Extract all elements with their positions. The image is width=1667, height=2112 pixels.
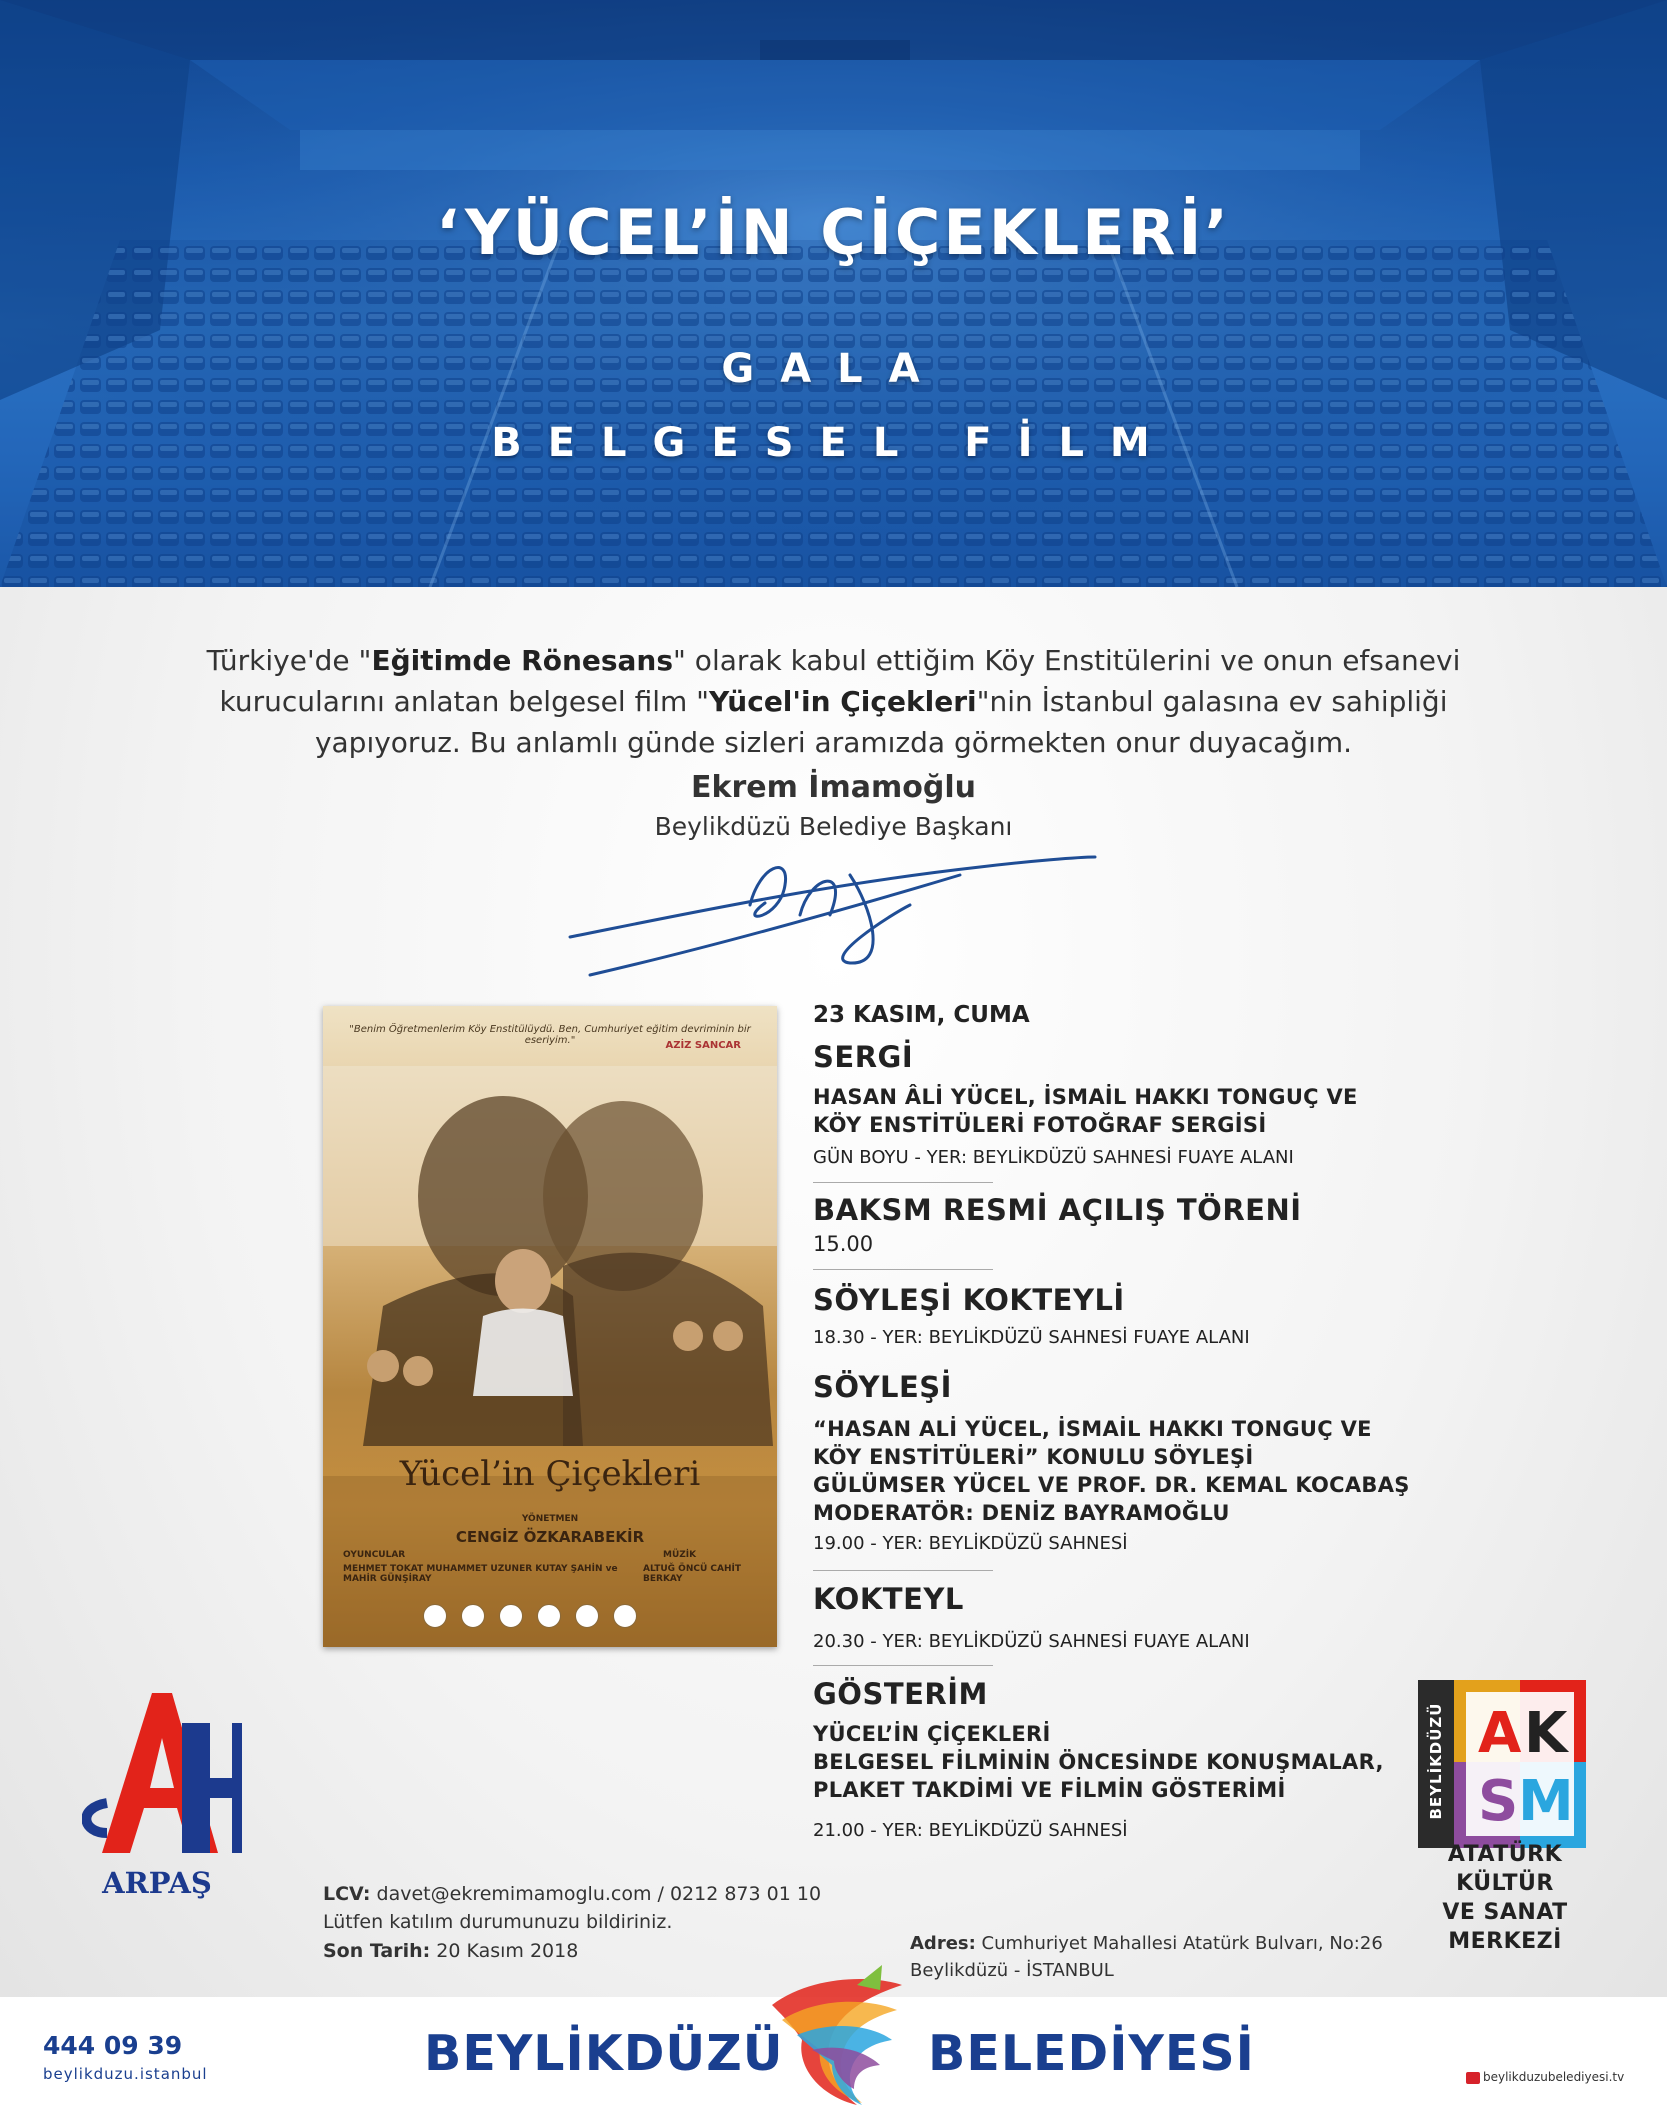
poster-quote: "Benim Öğretmenlerim Köy Enstitülüydü. Ben, Cumhuriyet eğitim devriminin bir eseriyim." xyxy=(349,1024,751,1046)
poster-sponsor-logos xyxy=(423,1604,683,1628)
poster-film-title: Yücel’in Çiçekleri xyxy=(399,1454,701,1494)
aksm-caption-line-2: VE SANAT MERKEZİ xyxy=(1442,1900,1568,1954)
poster-cast-label: OYUNCULAR xyxy=(343,1550,406,1560)
poster-music: ALTUĞ ÖNCÜ CAHİT BERKAY xyxy=(643,1564,741,1584)
aksm-vertical-text: BEYLİKDÜZÜ xyxy=(1427,1702,1445,1820)
divider xyxy=(813,1269,993,1270)
address-value: Cumhuriyet Mahallesi Atatürk Bulvarı, No:26 xyxy=(975,1933,1383,1954)
gosterim-desc-2: BELGESEL FİLMİNİN ÖNCESİNDE KONUŞMALAR, xyxy=(813,1750,1384,1774)
poster-quote-author: AZİZ SANCAR xyxy=(665,1040,741,1051)
intro-text-2: " olarak kabul ettiğim Köy Enstitülerini ve onun efsanevi kurucularını anlatan belgesel film " xyxy=(219,644,1461,718)
poster-director-label: YÖNETMEN xyxy=(521,1514,579,1524)
acilis-time: 15.00 xyxy=(813,1232,874,1256)
signer-role: Beylikdüzü Belediye Başkanı xyxy=(654,812,1013,841)
soylesi-desc-1: “HASAN ALİ YÜCEL, İSMAİL HAKKI TONGUÇ VE xyxy=(813,1417,1372,1441)
sponsor-logo-icon xyxy=(537,1604,561,1628)
gosterim-desc-3: PLAKET TAKDİMİ VE FİLMİN GÖSTERİMİ xyxy=(813,1778,1286,1802)
sponsor-logo-icon xyxy=(423,1604,447,1628)
svg-text:K: K xyxy=(1524,1701,1568,1766)
deadline-value: 20 Kasım 2018 xyxy=(430,1940,579,1962)
hero-banner xyxy=(0,0,1667,587)
intro-bold-1: Eğitimde Rönesans xyxy=(371,644,674,677)
soylesi-kokteyl-title: SÖYLEŞİ KOKTEYLİ xyxy=(813,1283,1125,1317)
event-subtitle-film: BELGESEL FİLM xyxy=(491,420,1176,466)
event-subtitle-gala: GALA xyxy=(721,346,946,392)
soylesi-meta: 19.00 - YER: BEYLİKDÜZÜ SAHNESİ xyxy=(813,1533,1128,1554)
lcv-value[interactable]: davet@ekremimamoglu.com / 0212 873 01 10 xyxy=(370,1883,822,1905)
svg-text:M: M xyxy=(1518,1769,1574,1834)
acilis-title: BAKSM RESMİ AÇILIŞ TÖRENİ xyxy=(813,1193,1302,1227)
address-label: Adres: xyxy=(910,1933,976,1954)
auditorium-photo xyxy=(0,0,1667,587)
film-poster xyxy=(323,1006,777,1647)
sergi-desc-1: HASAN ÂLİ YÜCEL, İSMAİL HAKKI TONGUÇ VE xyxy=(813,1085,1358,1109)
gosterim-desc-1: YÜCEL’İN ÇİÇEKLERİ xyxy=(813,1722,1051,1746)
kokteyl-title: KOKTEYL xyxy=(813,1582,964,1616)
deadline-line xyxy=(323,1940,578,1962)
handwritten-signature xyxy=(560,845,1100,985)
event-title: ‘YÜCEL’İN ÇİÇEKLERİ’ xyxy=(436,196,1231,269)
soylesi-title: SÖYLEŞİ xyxy=(813,1370,952,1404)
divider xyxy=(813,1665,993,1666)
footer-brand-left: BEYLİKDÜZÜ xyxy=(424,2025,784,2082)
sergi-meta: GÜN BOYU - YER: BEYLİKDÜZÜ SAHNESİ FUAYE ALANI xyxy=(813,1147,1294,1168)
rsvp-note: Lütfen katılım durumunuzu bildiriniz. xyxy=(323,1911,673,1933)
poster-music-label: MÜZİK xyxy=(663,1550,697,1560)
sergi-desc-2: KÖY ENSTİTÜLERİ FOTOĞRAF SERGİSİ xyxy=(813,1113,1267,1137)
poster-cast: MEHMET TOKAT MUHAMMET UZUNER KUTAY ŞAHİN ve MAHİR GÜNŞİRAY xyxy=(343,1564,618,1584)
sponsor-logo-icon xyxy=(461,1604,485,1628)
footer-tv-text[interactable]: beylikduzubelediyesi.tv xyxy=(1483,2070,1625,2084)
gosterim-meta: 21.00 - YER: BEYLİKDÜZÜ SAHNESİ xyxy=(813,1820,1128,1841)
kokteyl-meta: 20.30 - YER: BEYLİKDÜZÜ SAHNESİ FUAYE ALANI xyxy=(813,1631,1250,1652)
sponsor-logo-icon xyxy=(499,1604,523,1628)
address-city: Beylikdüzü - İSTANBUL xyxy=(910,1960,1114,1981)
tv-icon xyxy=(1466,2072,1480,2084)
soylesi-kokteyl-meta: 18.30 - YER: BEYLİKDÜZÜ SAHNESİ FUAYE ALANI xyxy=(813,1327,1250,1348)
address-line xyxy=(910,1933,1383,1954)
sergi-title: SERGİ xyxy=(813,1040,914,1074)
footer-phone[interactable]: 444 09 39 xyxy=(43,2031,183,2060)
soylesi-desc-2: KÖY ENSTİTÜLERİ” KONULU SÖYLEŞİ xyxy=(813,1445,1254,1469)
lcv-label: LCV: xyxy=(323,1883,371,1905)
divider xyxy=(813,1570,993,1571)
footer-tv-link[interactable] xyxy=(1466,2070,1624,2084)
arpas-logo-text: ARPAŞ xyxy=(102,1866,212,1900)
sponsor-logo-icon xyxy=(575,1604,599,1628)
municipality-bird-icon xyxy=(762,1965,912,2110)
aksm-caption xyxy=(1405,1840,1605,1956)
footer-website[interactable]: beylikduzu.istanbul xyxy=(43,2065,208,2083)
svg-text:A: A xyxy=(1478,1701,1522,1766)
deadline-label: Son Tarih: xyxy=(323,1940,431,1962)
poster-director: CENGİZ ÖZKARABEKİR xyxy=(455,1528,645,1546)
intro-text-1: Türkiye'de " xyxy=(206,644,372,677)
signer-name: Ekrem İmamoğlu xyxy=(691,770,976,805)
intro-bold-2: Yücel'in Çiçekleri xyxy=(709,685,977,718)
intro-text-3: "nin İstanbul galasına ev sahipliği yapıyoruz. Bu anlamlı günde sizleri aramızda görmekten onur duyacağım. xyxy=(314,685,1448,759)
invitation-text xyxy=(160,640,1507,763)
gosterim-title: GÖSTERİM xyxy=(813,1677,988,1711)
divider xyxy=(813,1182,993,1183)
soylesi-desc-3: GÜLÜMSER YÜCEL VE PROF. DR. KEMAL KOCABAŞ xyxy=(813,1473,1410,1497)
aksm-caption-line-1: ATATÜRK KÜLTÜR xyxy=(1447,1842,1563,1896)
footer-brand-right: BELEDİYESİ xyxy=(928,2025,1255,2082)
lcv-line xyxy=(323,1883,821,1905)
sponsor-logo-icon xyxy=(613,1604,637,1628)
soylesi-desc-4: MODERATÖR: DENİZ BAYRAMOĞLU xyxy=(813,1501,1230,1525)
svg-text:S: S xyxy=(1478,1769,1519,1834)
event-date: 23 KASIM, CUMA xyxy=(813,1002,1030,1028)
